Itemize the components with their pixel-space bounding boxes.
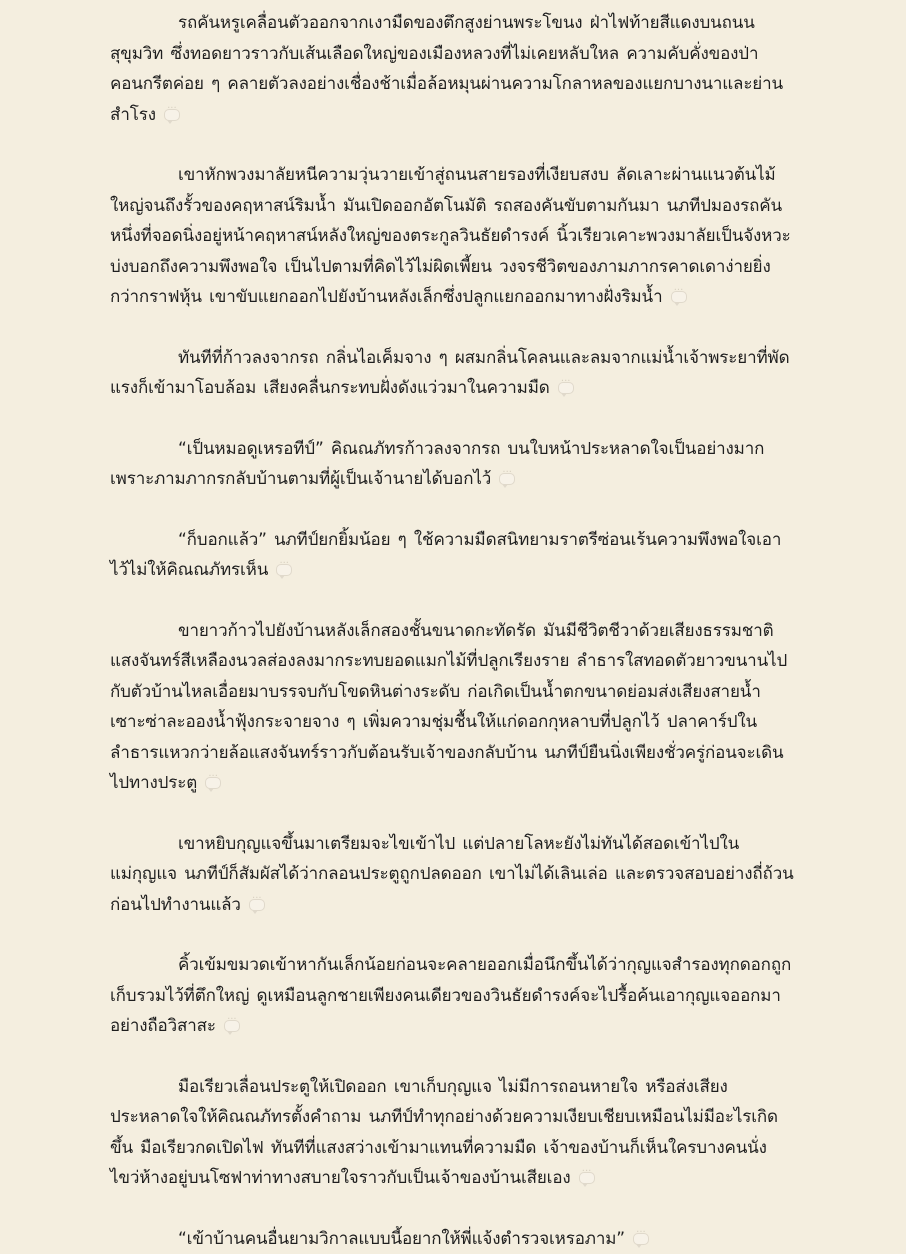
paragraph-text: รถคันหรูเคลื่อนตัวออกจากเงามืดของตึกสูงย่านพระโขนง ฝ่าไฟท้ายสีแดงบนถนนสุขุมวิท ซึ่งทอดยาวราวกับเส้นเลือดใหญ่ของเมืองหลวงที่ไม่เคยหลับใหล ความคับคั่งของป่าคอนกรีตค่อย ๆ คลายตัวลงอย่างเชื่องช้าเมื่อล้อหมุนผ่านความโกลาหลของแยกบางนาและย่านสำโรง (110, 13, 783, 125)
story-paragraph (110, 1224, 796, 1254)
comment-icon[interactable] (633, 1233, 649, 1245)
story-paragraph (110, 1072, 796, 1194)
story-paragraph (110, 829, 796, 921)
story-paragraph (110, 616, 796, 799)
comment-icon[interactable] (499, 473, 515, 485)
comment-icon[interactable] (671, 291, 687, 303)
comment-icon[interactable] (205, 777, 221, 789)
comment-icon[interactable] (164, 109, 180, 121)
comment-icon[interactable] (249, 899, 265, 911)
paragraph-text: คิ้วเข้มขมวดเข้าหากันเล็กน้อยก่อนจะคลายออกเมื่อนึกขึ้นได้ว่ากุญแจสำรองทุกดอกถูกเก็บรวมไว้ที่ตึกใหญ่ ดูเหมือนลูกชายเพียงคนเดียวของวินธัยดำรงค์จะไปรื้อค้นเอากุญแจออกมาอย่างถือวิสาสะ (110, 955, 791, 1036)
paragraph-text: เขาหยิบกุญแจขึ้นมาเตรียมจะไขเข้าไป แต่ปลายโลหะยังไม่ทันได้สอดเข้าไปในแม่กุญแจ นภทีป์ก็สัมผัสได้ว่ากลอนประตูถูกปลดออก เขาไม่ได้เลินเล่อ และตรวจสอบอย่างถี่ถ้วนก่อนไปทำงานแล้ว (110, 834, 794, 915)
story-paragraph (110, 950, 796, 1042)
comment-icon[interactable] (224, 1020, 240, 1032)
paragraph-text: “เป็นหมอดูเหรอทีป์” คิณณภัทรก้าวลงจากรถ บนใบหน้าประหลาดใจเป็นอย่างมากเพราะภามภากรกลับบ้านตามที่ผู้เป็นเจ้านายได้บอกไว้ (110, 439, 764, 490)
story-paragraph (110, 434, 796, 495)
story-paragraph (110, 343, 796, 404)
comment-icon[interactable] (276, 564, 292, 576)
story-paragraph (110, 8, 796, 130)
paragraph-text: ขายาวก้าวไปยังบ้านหลังเล็กสองชั้นขนาดกะทัดรัด มันมีชีวิตชีวาด้วยเสียงธรรมชาติ แสงจันทร์สีเหลืองนวลส่องลงมากระทบยอดแมกไม้ที่ปลูกเรียงราย ลำธารใสทอดตัวยาวขนานไปกับตัวบ้านไหลเอื่อยมาบรรจบกับโขดหินต่างระดับ ก่อเกิดเป็นน้ำตกขนาดย่อมส่งเสียงสายน้ำเซาะซ่าละอองน้ำฟุ้งกระจายจาง ๆ เพิ่มความชุ่มชื้นให้แก่ดอกกุหลาบที่ปลูกไว้ ปลาคาร์ปในลำธารแหวกว่ายล้อแสงจันทร์ราวกับต้อนรับเจ้าของกลับบ้าน นภทีป์ยืนนิ่งเพียงชั่วครู่ก่อนจะเดินไปทางประตู (110, 621, 787, 794)
comment-icon[interactable] (579, 1172, 595, 1184)
comment-icon[interactable] (558, 382, 574, 394)
paragraph-text: มือเรียวเลื่อนประตูให้เปิดออก เขาเก็บกุญแจ ไม่มีการถอนหายใจ หรือส่งเสียงประหลาดใจให้คิณณภัทรตั้งคำถาม นภทีป์ทำทุกอย่างด้วยความเงียบเชียบเหมือนไม่มีอะไรเกิดขึ้น มือเรียวกดเปิดไฟ ทันทีที่แสงสว่างเข้ามาแทนที่ความมืด เจ้าของบ้านก็เห็นใครบางคนนั่งไขว่ห้างอยู่บนโซฟาท่าทางสบายใจราวกับเป็นเจ้าของบ้านเสียเอง (110, 1077, 778, 1189)
story-paragraph (110, 160, 796, 313)
paragraph-text: เขาหักพวงมาลัยหนีความวุ่นวายเข้าสู่ถนนสายรองที่เงียบสงบ ลัดเลาะผ่านแนวต้นไม้ใหญ่จนถึงรั้วของคฤหาสน์ริมน้ำ มันเปิดออกอัตโนมัติ รถสองคันขับตามกันมา นภทีปมองรถคันหนึ่งที่จอดนิ่งอยู่หน้าคฤหาสน์หลังใหญ่ของตระกูลวินธัยดำรงค์ นิ้วเรียวเคาะพวงมาลัยเป็นจังหวะบ่งบอกถึงความพึงพอใจ เป็นไปตามที่คิดไว้ไม่ผิดเพี้ยน วงจรชีวิตของภามภากรคาดเดาง่ายยิ่งกว่ากราฟหุ้น เขาขับแยกออกไปยังบ้านหลังเล็กซึ่งปลูกแยกออกมาทางฝั่งริมน้ำ (110, 165, 791, 307)
paragraph-text: “ก็บอกแล้ว” นภทีป์ยกยิ้มน้อย ๆ ใช้ความมืดสนิทยามราตรีซ่อนเร้นความพึงพอใจเอาไว้ไม่ให้คิณณภัทรเห็น (110, 530, 781, 581)
story-paragraph (110, 525, 796, 586)
paragraph-text: “เข้าบ้านคนอื่นยามวิกาลแบบนี้อยากให้พี่แจ้งตำรวจเหรอภาม” (178, 1229, 625, 1249)
paragraph-text: ทันทีที่ก้าวลงจากรถ กลิ่นไอเค็มจาง ๆ ผสมกลิ่นโคลนและลมจากแม่น้ำเจ้าพระยาที่พัดแรงก็เข้ามาโอบล้อม เสียงคลื่นกระทบฝั่งดังแว่วมาในความมืด (110, 348, 789, 399)
